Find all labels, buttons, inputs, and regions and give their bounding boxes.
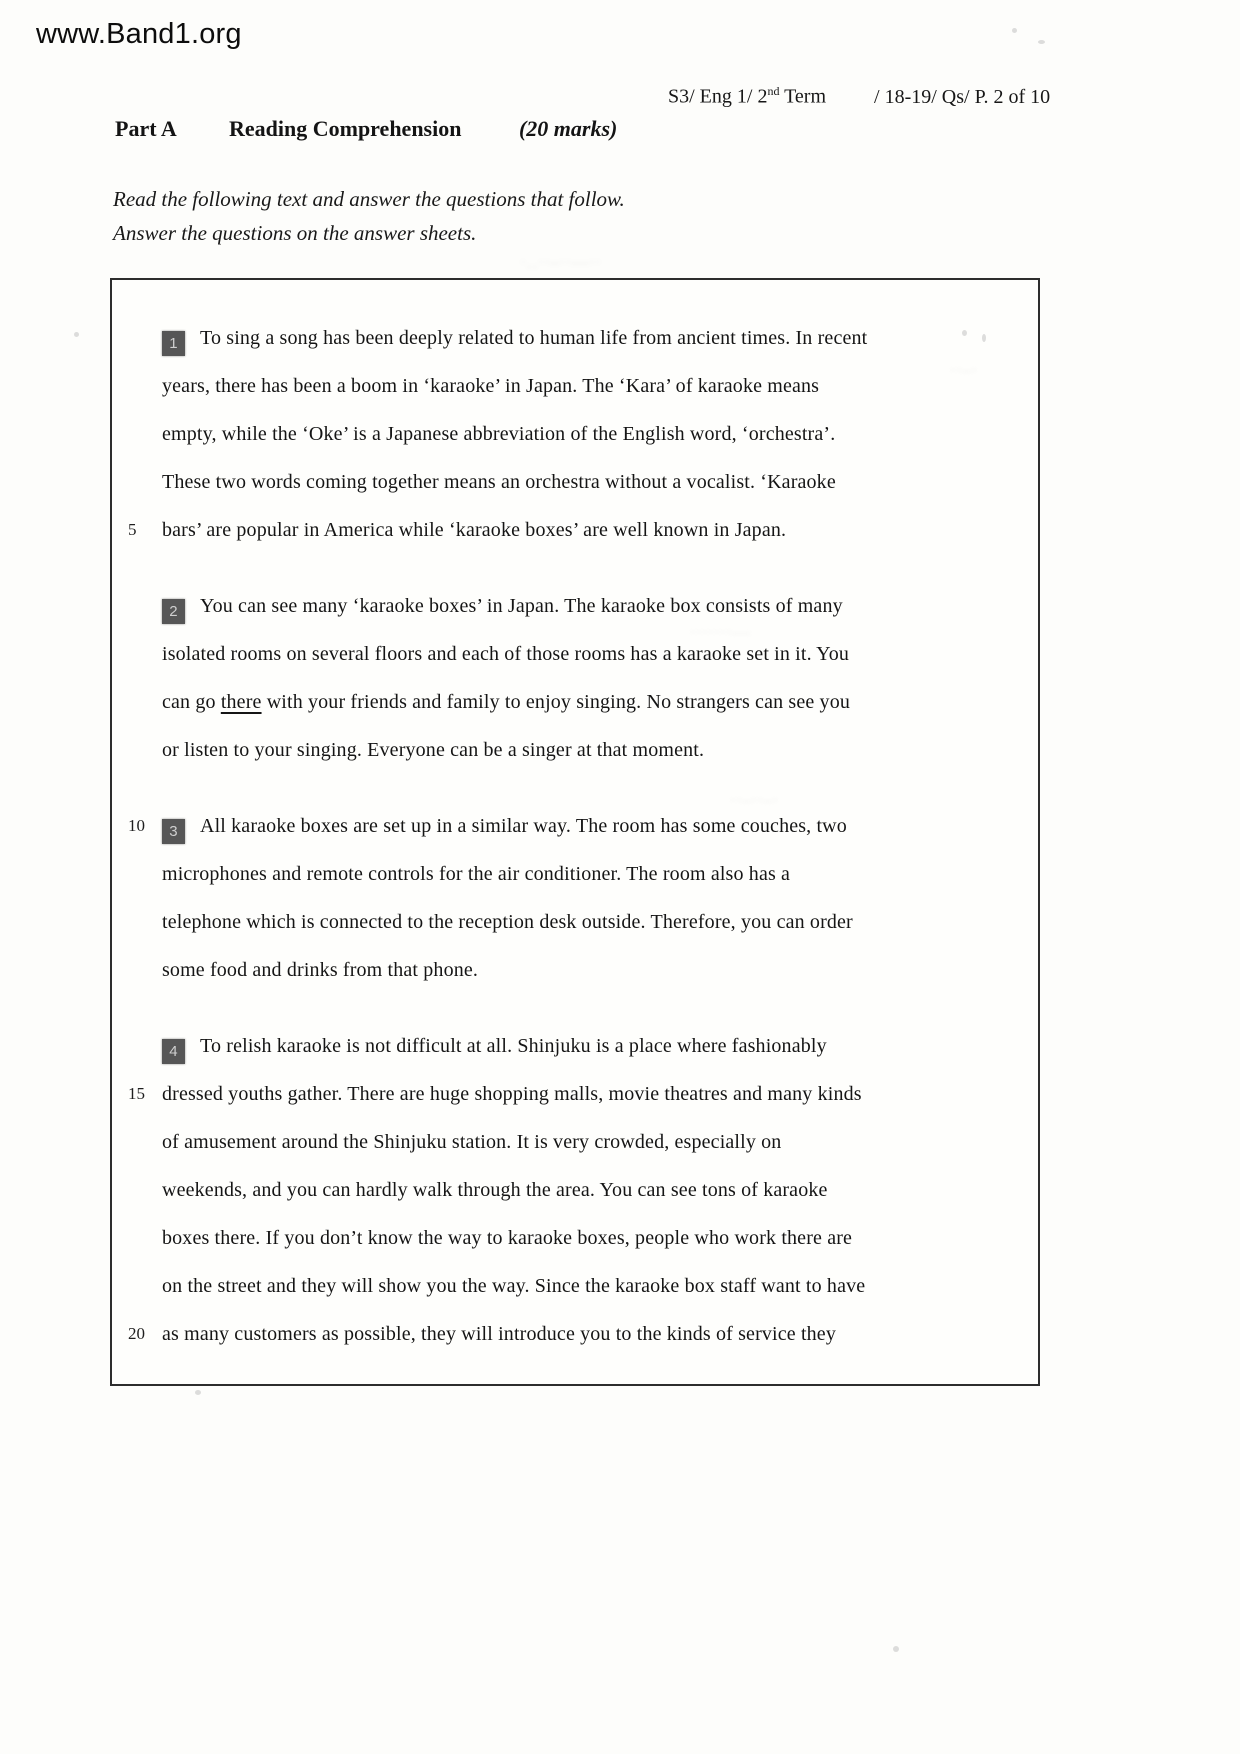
line-text: dressed youths gather. There are huge shopping malls, movie theatres and many kinds (162, 1083, 862, 1105)
passage-line (112, 898, 1018, 946)
instruction-line: Answer the questions on the answer sheets. (113, 221, 477, 245)
passage-line (112, 850, 1018, 898)
passage-line (112, 314, 1018, 362)
passage-line (112, 582, 1018, 630)
line-text: or listen to your singing. Everyone can be a singer at that moment. (162, 739, 705, 761)
page-reference: / 18-19/ Qs/ P. 2 of 10 (874, 85, 1051, 108)
line-text: years, there has been a boom in ‘karaoke’ in Japan. The ‘Kara’ of karaoke means (162, 375, 820, 397)
line-number: 10 (128, 816, 145, 835)
passage-line (112, 1262, 1018, 1310)
line-number (112, 726, 162, 774)
paragraph-number-badge: 3 (162, 819, 185, 844)
passage-paragraph (112, 1022, 1018, 1358)
line-number (112, 1166, 162, 1214)
line-number (112, 1214, 162, 1262)
line-number (112, 850, 162, 898)
passage-line (112, 1070, 1018, 1118)
passage-line (112, 1166, 1018, 1214)
line-number (112, 582, 162, 630)
line-number (112, 1262, 162, 1310)
line-number (112, 362, 162, 410)
line-text: microphones and remote controls for the air conditioner. The room also has a (162, 863, 791, 885)
scan-artifact (74, 332, 79, 337)
page-header (668, 84, 1050, 109)
line-text: 2 You can see many ‘karaoke boxes’ in Japan. The karaoke box consists of many (162, 582, 1018, 630)
line-number (112, 1022, 162, 1070)
exam-reference (668, 84, 826, 109)
passage-line (112, 726, 1018, 774)
passage-paragraph (112, 802, 1018, 994)
passage-line (112, 802, 1018, 850)
line-number: 20 (128, 1324, 145, 1343)
section-part-label: Part A (115, 116, 176, 141)
line-text: empty, while the ‘Oke’ is a Japanese abbreviation of the English word, ‘orchestra’. (162, 423, 836, 445)
line-text: on the street and they will show you the way. Since the karaoke box staff want to have (162, 1275, 866, 1297)
site-watermark: www.Band1.org (36, 18, 242, 50)
line-number (112, 946, 162, 994)
passage-line (112, 362, 1018, 410)
passage-line (112, 678, 1018, 726)
passage-line (112, 410, 1018, 458)
line-number: 5 (128, 520, 137, 539)
section-marks: (20 marks) (518, 116, 618, 141)
line-number (112, 458, 162, 506)
scan-artifact (962, 330, 967, 336)
passage-line (112, 506, 1018, 554)
line-text: some food and drinks from that phone. (162, 959, 479, 981)
scan-bleedthrough: ·‥··–··—·· (520, 252, 601, 272)
line-number (112, 678, 162, 726)
scan-artifact (1012, 28, 1017, 33)
line-text: 1 To sing a song has been deeply related to human life from ancient times. In recent (162, 314, 1018, 362)
line-number (112, 1118, 162, 1166)
line-text: telephone which is connected to the reception desk outside. Therefore, you can order (162, 911, 853, 933)
scan-bleedthrough: ·······–– (690, 622, 750, 642)
passage-line (112, 1310, 1018, 1358)
scan-bleedthrough: ··–· (950, 360, 977, 380)
passage-line (112, 1118, 1018, 1166)
exam-reference-text: S3/ Eng 1/ 2 (668, 85, 768, 108)
line-text: can go there with your friends and family to enjoy singing. No strangers can see you (162, 691, 851, 713)
passage-line (112, 630, 1018, 678)
scan-artifact (195, 1390, 201, 1395)
passage-line (112, 1214, 1018, 1262)
line-text: isolated rooms on several floors and each of those rooms has a karaoke set in it. You (162, 643, 850, 665)
line-number (112, 630, 162, 678)
line-text: as many customers as possible, they will introduce you to the kinds of service they (162, 1323, 836, 1345)
line-text: These two words coming together means an orchestra without a vocalist. ‘Karaoke (162, 471, 836, 493)
paragraph-number-badge: 4 (162, 1039, 185, 1064)
line-number: 15 (128, 1084, 145, 1103)
section-title-line (115, 116, 617, 142)
passage-line (112, 1022, 1018, 1070)
exam-reference-term: Term (779, 85, 827, 108)
line-text: 3 All karaoke boxes are set up in a similar way. The room has some couches, two (162, 802, 1018, 850)
scan-artifact (1038, 40, 1045, 44)
line-text: weekends, and you can hardly walk through the area. You can see tons of karaoke (162, 1179, 828, 1201)
scan-bleedthrough: ··–··–· (730, 790, 778, 810)
paragraph-number-badge: 2 (162, 599, 185, 624)
passage-line (112, 946, 1018, 994)
line-text: boxes there. If you don’t know the way to karaoke boxes, people who work there are (162, 1227, 853, 1249)
passage-paragraph (112, 314, 1018, 554)
line-number (112, 314, 162, 362)
instruction-line: Read the following text and answer the questions that follow. (113, 187, 625, 211)
passage-paragraph (112, 582, 1018, 774)
passage-line (112, 458, 1018, 506)
scan-artifact (982, 334, 986, 342)
line-text: 4 To relish karaoke is not difficult at all. Shinjuku is a place where fashionably (162, 1022, 1018, 1070)
line-text: of amusement around the Shinjuku station. It is very crowded, especially on (162, 1131, 782, 1153)
line-number (112, 410, 162, 458)
paragraph-number-badge: 1 (162, 331, 185, 356)
line-number (112, 898, 162, 946)
ordinal-superscript: nd (767, 84, 780, 98)
scan-artifact (893, 1646, 899, 1652)
passage-box (110, 278, 1040, 1386)
underlined-word: there (220, 691, 262, 713)
section-title: Reading Comprehension (229, 116, 462, 141)
line-text: bars’ are popular in America while ‘karaoke boxes’ are well known in Japan. (162, 519, 787, 541)
instructions-block (113, 182, 625, 250)
